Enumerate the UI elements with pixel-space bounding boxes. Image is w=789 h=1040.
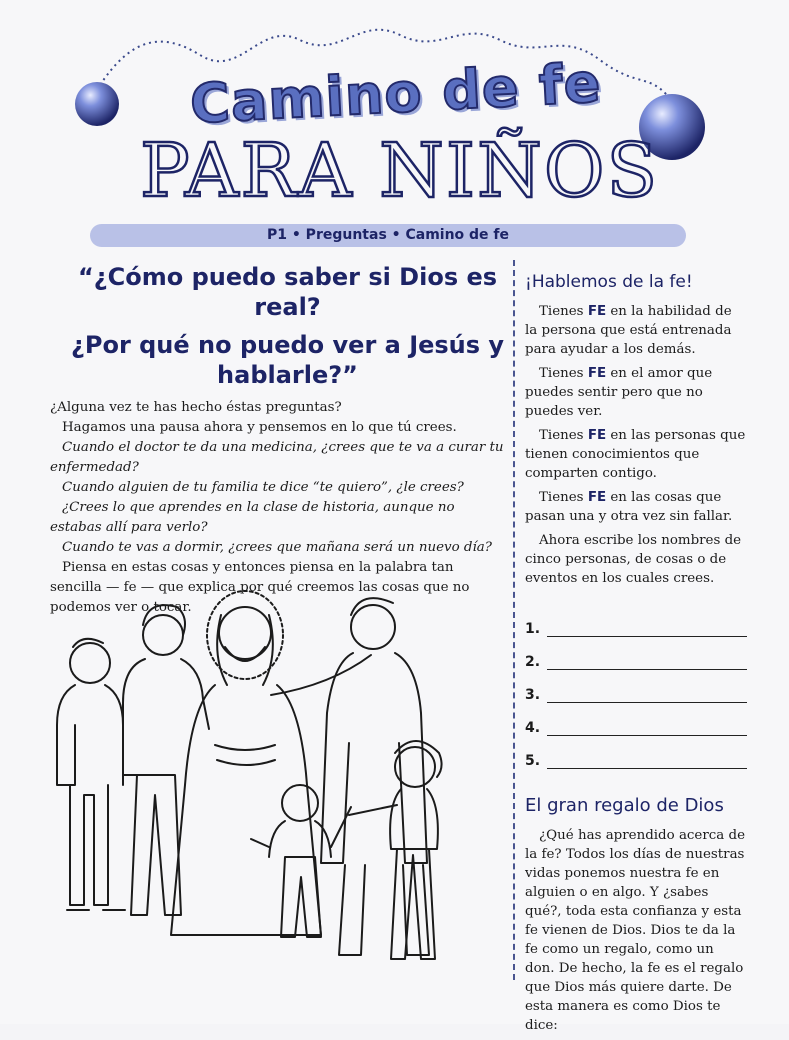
girl-figure [123, 605, 209, 915]
column-divider [513, 260, 515, 980]
small-boy-figure [251, 785, 351, 937]
right-column [525, 272, 747, 1040]
paragraph: Cuando alguien de tu familia te dice “te quiero”, ¿le crees? [62, 480, 464, 495]
paragraph: ¿Crees lo que aprendes en la clase de historia, aunque no estabas allí para verlo? [50, 500, 455, 535]
title-camino-de-fe: Camino de fe [188, 51, 603, 136]
jesus-with-family-illustration [45, 585, 465, 975]
answer-line-3[interactable]: 3. [525, 670, 747, 703]
paragraph: Piensa en estas cosas y entonces piensa en la palabra tan sencilla — fe — que explica por qué creemos las cosas que no podemos ver o tocar. [50, 560, 470, 615]
left-orb-decoration [75, 82, 119, 126]
faith-text [525, 302, 747, 588]
paragraph: ¿Alguna vez te has hecho éstas preguntas? [50, 400, 342, 415]
section-heading-regalo: El gran regalo de Dios [525, 795, 724, 816]
jesus-figure [171, 591, 371, 935]
paragraph: Hagamos una pausa ahora y pensemos en lo que tú crees. [62, 420, 457, 435]
answer-lines [525, 604, 747, 769]
title-para-ninos: PARA NIÑOS [140, 128, 660, 214]
question-heading-1: “¿Cómo puedo saber si Dios es real? [77, 263, 498, 321]
answer-line-2[interactable]: 2. [525, 637, 747, 670]
answer-line-5[interactable]: 5. [525, 736, 747, 769]
faith-item: Tienes FE en las personas que tienen conocimientos que comparten contigo. [525, 428, 746, 481]
gift-text [525, 826, 747, 1035]
faith-item: Tienes FE en la habilidad de la persona que está entrenada para ayudar a los demás. [525, 304, 732, 357]
left-column [50, 262, 505, 618]
boy-figure [57, 639, 125, 910]
faith-item: Tienes FE en el amor que puedes sentir pero que no puedes ver. [525, 366, 713, 419]
father-figure [321, 598, 429, 955]
section-banner: P1 • Preguntas • Camino de fe [90, 224, 686, 247]
paragraph: Cuando te vas a dormir, ¿crees que mañana será un nuevo día? [62, 540, 492, 555]
instruction-text: Ahora escribe los nombres de cinco personas, de cosas o de eventos en los cuales crees. [525, 533, 742, 586]
paragraph: ¿Qué has aprendido acerca de la fe? Todos los días de nuestras vidas ponemos nuestra fe en alguien o en algo. Y ¿sabes qué?, toda esta confianza y esta fe vienen de Dios. Dios te da la fe como un regalo, como un don. De hecho, la fe es el regalo que Dios más quiere darte. De esta manera es como Dios te dice: [525, 828, 745, 1033]
section-heading-hablemos: ¡Hablemos de la fe! [525, 272, 693, 292]
answer-line-1[interactable]: 1. [525, 604, 747, 637]
question-heading-2: ¿Por qué no puedo ver a Jesús y hablarle?” [70, 331, 505, 389]
paragraph: Cuando el doctor te da una medicina, ¿crees que te va a curar tu enfermedad? [50, 440, 504, 475]
answer-line-4[interactable]: 4. [525, 703, 747, 736]
faith-item: Tienes FE en las cosas que pasan una y otra vez sin fallar. [525, 490, 733, 524]
